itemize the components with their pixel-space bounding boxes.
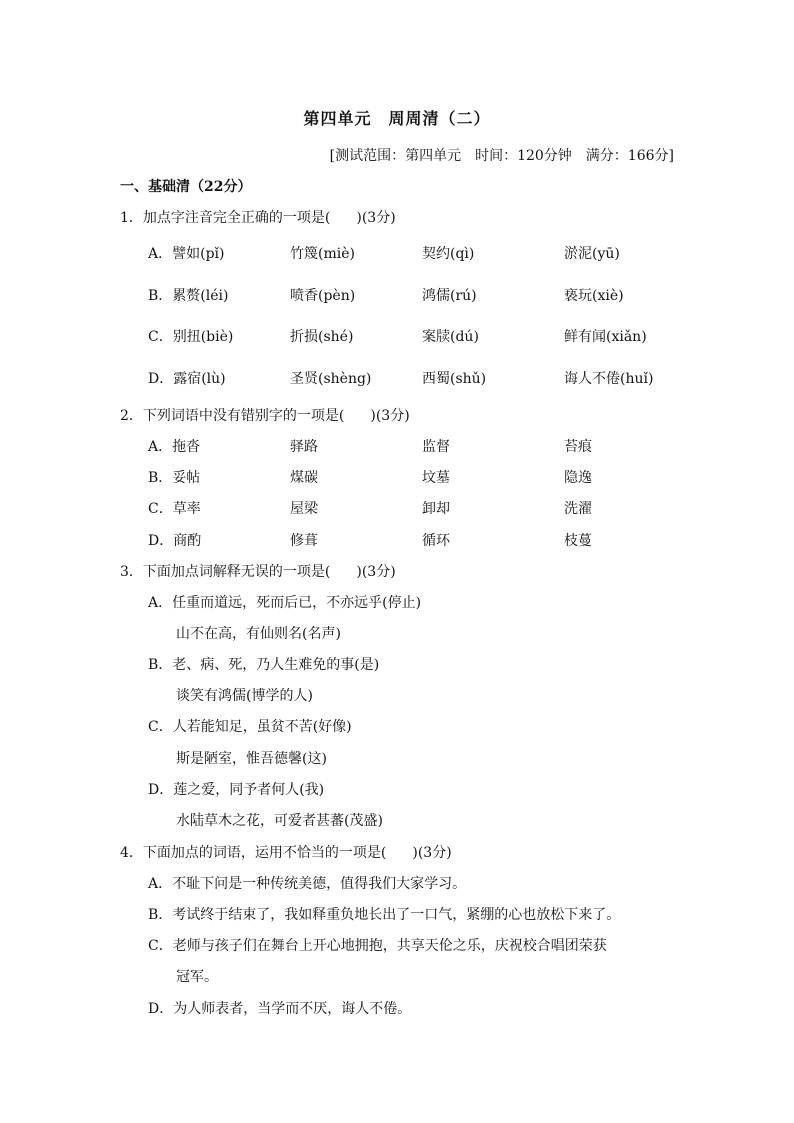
question-2-stem: 2．下列词语中没有错别字的一项是( )(3分) (120, 408, 410, 424)
q3-option-a: A．任重而道远，死而后已，不亦远乎(停止) (148, 595, 422, 611)
test-scope: [测试范围：第四单元 时间：120分钟 满分：166分] (329, 148, 674, 164)
q3-option-a-second: 山不在高，有仙则名(名声) (176, 626, 341, 642)
q4-option-c-continued: 冠军。 (176, 969, 218, 985)
q4-option-d: D．为人师表者，当学而不厌，诲人不倦。 (148, 1001, 412, 1017)
question-1-stem: 1．加点字注音完全正确的一项是( )(3分) (120, 210, 396, 226)
q3-option-d: D．莲之爱，同予者何人(我) (148, 782, 325, 798)
question-4-stem: 4．下面加点的词语，运用不恰当的一项是( )(3分) (120, 845, 452, 861)
q3-option-b-second: 谈笑有鸿儒(博学的人) (176, 688, 313, 704)
q3-option-c-second: 斯是陋室，惟吾德馨(这) (176, 751, 327, 767)
section-heading: 一、基础清（22分） (120, 179, 252, 195)
q3-option-b: B．老、病、死，乃人生难免的事(是) (148, 657, 380, 673)
question-3-stem: 3．下面加点词解释无误的一项是( )(3分) (120, 564, 396, 580)
exam-page: 第四单元 周周清（二） [测试范围：第四单元 时间：120分钟 满分：166分] 一、基础清（22分） 1．加点字注音完全正确的一项是( )(3分) A．譬如(pǐ) 竹篾(miè) 契约(qì) 淤泥(yū) B．累赘(léi) 喷香(pèn) 鸿儒(rú) 亵玩(xiè) C．别扭(biè) 折损(shé) 案牍(dú) 鲜有闻(xiǎn) D．露宿(lù) 圣贤(shèng) 西蜀(shǔ) 诲人不倦(huǐ) 2．下列词语中没有错别字的一项是( )(3分) A．拖沓 驿路 监督 苔痕 B．妥帖 煤碳 坟墓 隐逸 C．草率 屋梁 卸却 洗濯 D．商酌 修葺 循环 枝蔓 3．下面加点词解释无误的一项是( )(3分) A．任重而道远，死而后已，不亦远乎(停止) 山不在高，有仙则名(名声) B．老、病、死，乃人生难免的事(是) 谈笑有鸿儒(博学的人) C．人若能知足，虽贫不苦(好像) 斯是陋室，惟吾德馨(这) D．莲之爱，同予者何人(我) 水陆草木之花，可爱者甚蕃(茂盛) 4．下面加点的词语，运用不恰当的一项是( )(3分) A．不耻下问是一种传统美德，值得我们大家学习。 B．考试终于结束了，我如释重负地长出了一口气，紧绷的心也放松下来了。 C．老师与孩子们在舞台上开心地拥抱，共享天伦之乐，庆祝校合唱团荣获 冠军。 D．为人师表者，当学而不厌，诲人不倦。 (0, 0, 794, 1123)
q4-option-c: C．老师与孩子们在舞台上开心地拥抱，共享天伦之乐，庆祝校合唱团荣获 (148, 938, 607, 954)
q3-option-c: C．人若能知足，虽贫不苦(好像) (148, 719, 352, 735)
q4-option-b: B．考试终于结束了，我如释重负地长出了一口气，紧绷的心也放松下来了。 (148, 907, 621, 923)
q3-option-d-second: 水陆草木之花，可爱者甚蕃(茂盛) (176, 813, 383, 829)
q4-option-a: A．不耻下问是一种传统美德，值得我们大家学习。 (148, 876, 467, 892)
page-title: 第四单元 周周清（二） (303, 109, 491, 128)
